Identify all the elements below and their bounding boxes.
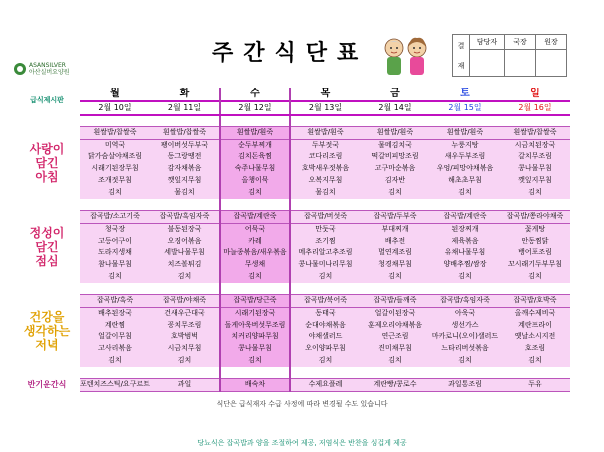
separator-label [14,115,80,127]
separator-cell [360,115,430,127]
menu-item: 불동된장국 [150,223,220,235]
menu-item: 꽃게탕 [500,223,570,235]
separator-cell [500,199,570,211]
menu-item: 느타리버섯볶음 [430,343,500,355]
menu-item: 물김치 [290,187,360,199]
menu-item: 흰쌀밥/흰죽 [290,126,360,139]
date-cell: 2월 13일 [290,101,360,115]
separator-cell [80,283,150,295]
meal-label-line: 아침 [35,169,59,184]
separator-cell [500,115,570,127]
date-cell: 2월 14일 [360,101,430,115]
menu-item: 옛날소시지전 [500,331,570,343]
row-separator [14,367,570,379]
separator-cell [220,199,290,211]
menu-item: 만둣국 [290,223,360,235]
menu-item: 우엉/피망야채볶음 [430,163,500,175]
menu-item: 야채샐러드 [290,331,360,343]
meal-row [14,320,570,332]
menu-item: 콩나물무침 [500,163,570,175]
separator-label [14,367,80,379]
meal-row [14,139,570,151]
menu-item: 떡갈비피망조림 [360,151,430,163]
elderly-couple-icon [378,34,434,78]
menu-item: 시래기된장국 [220,307,290,319]
meal-row [14,295,570,308]
menu-item: 마늘종볶음/새우볶음 [220,247,290,259]
meal-row [14,151,570,163]
menu-item: 훈제오리야채볶음 [360,320,430,332]
meal-row [14,163,570,175]
separator-cell [360,367,430,379]
date-cell: 2월 11일 [150,101,220,115]
menu-item: 계란찜 [80,320,150,332]
snack-item: 과일 [150,379,220,392]
menu-item: 된장찌개 [430,223,500,235]
menu-item: 참나물무침 [80,259,150,271]
menu-item: 김치 [80,271,150,283]
menu-item: 김치 [430,271,500,283]
meal-row [14,271,570,283]
menu-item: 김자반 [360,175,430,187]
date-cell: 2월 15일 [430,101,500,115]
menu-item: 순대야채볶음 [290,320,360,332]
day-name: 토 [430,88,500,101]
logo-icon [14,63,26,75]
snack-item: 배숙차 [220,379,290,392]
menu-item: 김치 [150,355,220,367]
meal-row [14,126,570,139]
separator-cell [150,283,220,295]
menu-item: 잡곡밥/계란죽 [430,210,500,223]
menu-item: 김치 [290,271,360,283]
approval-sign-slot [505,50,536,77]
approval-sign-slot [470,50,505,77]
menu-item: 김치 [220,355,290,367]
meal-label-line: 저녁 [35,337,59,352]
snack-label: 반기운간식 [27,379,67,389]
menu-item: 잡곡밥/들깨죽 [360,295,430,308]
menu-item: 치즈볼튀김 [150,259,220,271]
menu-item: 김치 [500,355,570,367]
menu-item: 시금치무침 [150,343,220,355]
menu-item: 청경채무침 [360,259,430,271]
snack-item: 계란빵/콩로수 [360,379,430,392]
menu-item: 잡곡밥/흑죽 [80,295,150,308]
meal-row [14,331,570,343]
menu-item: 잡곡밥/버섯죽 [290,210,360,223]
separator-label [14,283,80,295]
menu-item: 숙주나물무침 [220,163,290,175]
separator-cell [290,283,360,295]
meal-row [14,210,570,223]
meal-label-line: 정성이 [29,225,65,240]
menu-table [14,88,570,392]
menu-item: 동태국 [290,307,360,319]
meal-row [14,247,570,259]
date-cell: 2월 12일 [220,101,290,115]
menu-item: 두부젓국 [290,139,360,151]
menu-item: 동그랑땡전 [150,151,220,163]
menu-item: 김치 [150,271,220,283]
approval-role: 국장 [505,35,536,50]
separator-cell [150,199,220,211]
approval-sign-slot [536,50,567,77]
menu-item: 얼갈이무침 [80,331,150,343]
separator-cell [290,367,360,379]
menu-item: 꽁치무조림 [150,320,220,332]
menu-item: 물메김치국 [360,139,430,151]
separator-cell [500,367,570,379]
row-separator [14,199,570,211]
separator-cell [220,115,290,127]
menu-item: 아욱국 [430,307,500,319]
menu-item: 호조림 [500,343,570,355]
header [0,0,604,88]
menu-item: 잡곡밥/쫑라야채죽 [500,210,570,223]
menu-item: 카레 [220,236,290,248]
menu-item: 배추전 [360,236,430,248]
menu-item: 조기찜 [290,236,360,248]
menu-item: 얼갈이된장국 [360,307,430,319]
separator-cell [290,199,360,211]
menu-item: 김치 [220,271,290,283]
menu-item: 치커리양파무침 [220,331,290,343]
meal-row [14,355,570,367]
menu-item: 잡곡밥/흑임자죽 [150,210,220,223]
menu-item: 해초초무침 [430,175,500,187]
menu-item: 콩나물미나리무침 [290,259,360,271]
meal-label-cell [14,210,80,282]
menu-item: 건새우근대국 [150,307,220,319]
meal-row [14,187,570,199]
snack-item: 과일통조림 [430,379,500,392]
separator-cell [290,115,360,127]
approval-box [452,34,567,77]
menu-item: 제육볶음 [430,236,500,248]
menu-item: 고등어구이 [80,236,150,248]
menu-item: 미역국 [80,139,150,151]
menu-item: 흰쌀밥/찹쌀죽 [500,126,570,139]
menu-item: 갈치무조림 [500,151,570,163]
section-label [14,88,80,115]
meal-row [14,307,570,319]
menu-item: 생선가스 [430,320,500,332]
menu-item: 계란프라이 [500,320,570,332]
menu-item: 멸연계조림 [360,247,430,259]
institution-name: 아산실버요양원 [29,69,70,76]
menu-item: 감자채볶음 [150,163,220,175]
meal-label-cell [14,295,80,367]
menu-item: 잡곡밥/호박죽 [500,295,570,308]
menu-item: 누룽지탕 [430,139,500,151]
meal-row [14,236,570,248]
separator-cell [500,283,570,295]
menu-item: 김치 [500,271,570,283]
meal-label-line: 생각하는 [23,323,71,338]
menu-item: 흰쌀밥/찹쌀죽 [80,126,150,139]
menu-item: 순두부찌개 [220,139,290,151]
menu-item: 콩나물무침 [220,343,290,355]
menu-item: 김치 [80,187,150,199]
meal-row [14,223,570,235]
meal-row [14,175,570,187]
menu-item: 닭가슴살야채조림 [80,151,150,163]
menu-item: 돌게아욱버섯무조림 [220,320,290,332]
menu-item: 깻잎지무침 [150,175,220,187]
meal-label-line: 건강을 [29,309,65,324]
menu-item: 잡곡밥/계란죽 [220,210,290,223]
day-name: 월 [80,88,150,101]
menu-item: 김치 [500,187,570,199]
menu-item: 흰쌀밥/흰죽 [430,126,500,139]
row-separator [14,115,570,127]
separator-cell [150,115,220,127]
separator-cell [430,199,500,211]
page-title: 주간식단표 [212,41,369,66]
separator-cell [430,367,500,379]
menu-item: 김치 [220,187,290,199]
menu-item: 뱅어포조림 [500,247,570,259]
menu-item: 흰쌀밥/흰죽 [220,126,290,139]
separator-cell [220,367,290,379]
separator-cell [80,367,150,379]
menu-item: 배추된장국 [80,307,150,319]
menu-item: 오징어볶음 [150,236,220,248]
snack-label-cell [14,379,80,392]
menu-item: 부대찌개 [360,223,430,235]
snack-row [14,379,570,392]
menu-item: 안동찜닭 [500,236,570,248]
meal-label-line: 점심 [35,253,59,268]
day-name: 수 [220,88,290,101]
menu-item: 김치 [360,187,430,199]
menu-item: 어묵국 [220,223,290,235]
menu-item: 오복지무침 [290,175,360,187]
separator-label [14,199,80,211]
menu-item: 잡곡밥/두부죽 [360,210,430,223]
menu-item: 김치 [430,355,500,367]
menu-item: 깻잎지무침 [500,175,570,187]
menu-item: 유채나물무침 [430,247,500,259]
day-name: 목 [290,88,360,101]
menu-item: 진미채무침 [360,343,430,355]
menu-item: 잡곡밥/당근죽 [220,295,290,308]
snack-item: 수제요플레 [290,379,360,392]
separator-cell [360,199,430,211]
menu-item: 조개젓무침 [80,175,150,187]
menu-item: 연근조림 [360,331,430,343]
separator-cell [80,199,150,211]
menu-item: 올깨수제비국 [500,307,570,319]
menu-item: 호박새우젓볶음 [290,163,360,175]
approval-role: 원장 [536,35,567,50]
date-cell: 2월 10일 [80,101,150,115]
menu-item: 청국장 [80,223,150,235]
separator-cell [80,115,150,127]
approval-role: 담당자 [470,35,505,50]
menu-item: 무생채 [220,259,290,271]
menu-item: 고사리볶음 [80,343,150,355]
logo-subtext: ASANSILVER [29,62,66,69]
menu-item: 코다리조림 [290,151,360,163]
meal-row [14,259,570,271]
menu-item: 김치 [430,187,500,199]
date-row [14,101,570,115]
diet-note: 당뇨식은 잡곡밥과 양을 조절하여 제공, 저염식은 반찬을 싱겁게 제공 [197,439,407,447]
menu-item: 시래기된장무침 [80,163,150,175]
footnote: 식단은 급식재자 수급 사정에 따라 변경될 수도 있습니다 [216,400,388,408]
menu-item: 잡곡밥/소고기죽 [80,210,150,223]
menu-item: 김치돈육찜 [220,151,290,163]
snack-item: 포텐치즈스틱/요구르트 [80,379,150,392]
menu-item: 김치 [360,271,430,283]
day-name: 화 [150,88,220,101]
meal-label-line: 사랑이 [29,141,65,156]
menu-item: 세발나물무침 [150,247,220,259]
menu-item: 마카로니(오이)샐러드 [430,331,500,343]
separator-cell [360,283,430,295]
menu-item: 양배추찜/쌈장 [430,259,500,271]
menu-item: 김치 [360,355,430,367]
meal-row [14,343,570,355]
menu-item: 김치 [80,355,150,367]
logo [14,62,70,76]
menu-item: 도라지생채 [80,247,150,259]
meal-label-line: 담긴 [35,239,59,254]
menu-item: 시금치된장국 [500,139,570,151]
menu-item: 물김치 [150,187,220,199]
date-cell: 2월 16일 [500,101,570,115]
day-name: 일 [500,88,570,101]
menu-item: 오이양파무침 [290,343,360,355]
menu-item: 메추리알고추조림 [290,247,360,259]
separator-cell [430,283,500,295]
menu-item: 팽이버섯두부국 [150,139,220,151]
menu-item: 잡곡밥/흑임자죽 [430,295,500,308]
separator-cell [220,283,290,295]
day-header-row [14,88,570,101]
day-name: 금 [360,88,430,101]
menu-item: 고구마순볶음 [360,163,430,175]
separator-cell [430,115,500,127]
menu-item: 호박범벅 [150,331,220,343]
menu-item: 새우두부조림 [430,151,500,163]
approval-gyeol-label: 결 재 [453,35,470,77]
separator-cell [150,367,220,379]
menu-item: 흰쌀밥/찹쌀죽 [150,126,220,139]
section-label-text: 급식제시판 [30,96,64,105]
menu-item: 잡곡밥/야채죽 [150,295,220,308]
meal-label-cell [14,126,80,198]
menu-item: 잡곡밥/북어죽 [290,295,360,308]
menu-item: 흰쌀밥/흰죽 [360,126,430,139]
row-separator [14,283,570,295]
snack-item: 두유 [500,379,570,392]
menu-item: 올챙이묵 [220,175,290,187]
meal-label-line: 담긴 [35,155,59,170]
menu-item: 꼬시래기두부무침 [500,259,570,271]
menu-item: 김치 [290,355,360,367]
